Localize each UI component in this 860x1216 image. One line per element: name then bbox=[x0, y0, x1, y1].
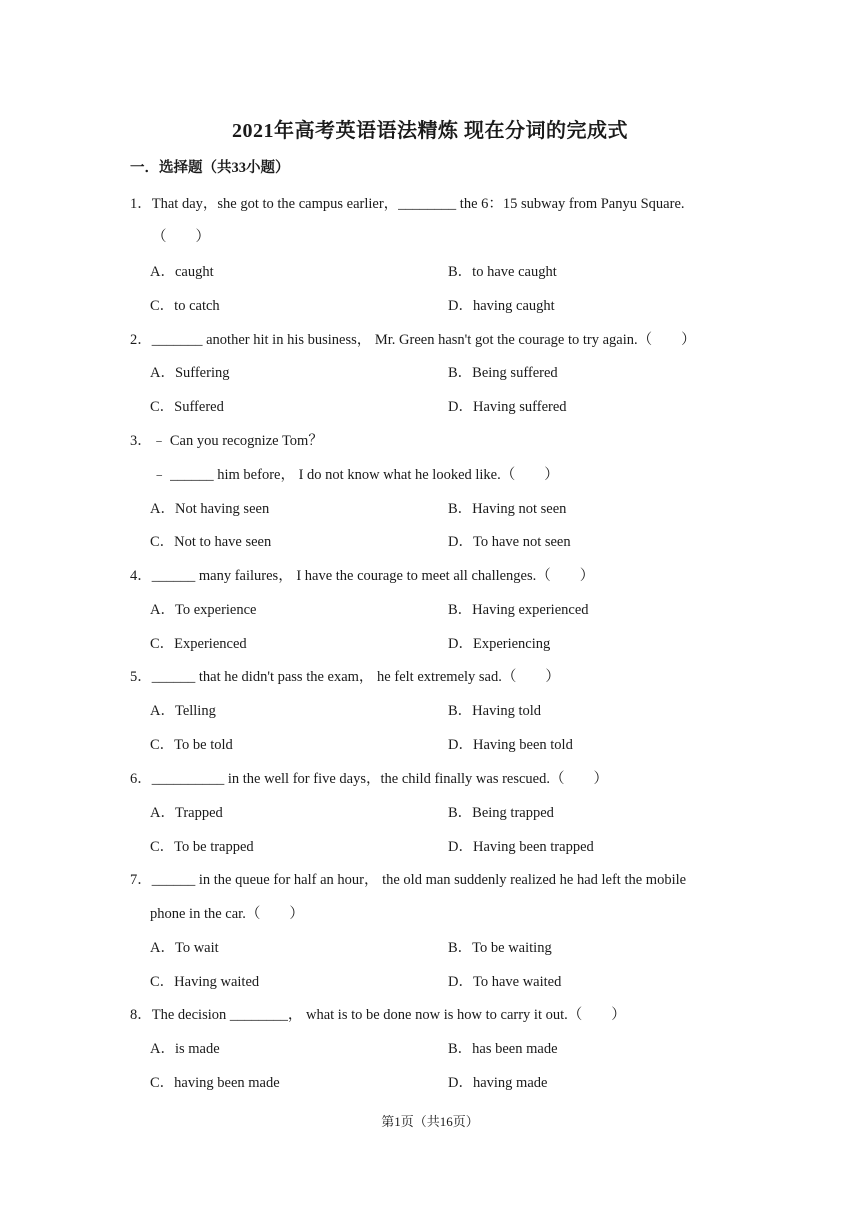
question-8-stem: 8．The decision ________， what is to be done now is how to carry it out.（ ） bbox=[130, 1007, 626, 1023]
question-5-stem: 5．______ that he didn't pass the exam， he felt extremely sad.（ ） bbox=[130, 669, 560, 685]
question-1-stem: 1．That day，she got to the campus earlier，________ the 6：15 subway from Panyu Square. bbox=[130, 196, 685, 212]
question-5-option-d: D．Having been told bbox=[448, 737, 573, 753]
question-3-stem-line-2: ﹣ ______ him before， I do not know what he looked like.（ ） bbox=[152, 467, 559, 483]
question-2-option-b: B．Being suffered bbox=[448, 365, 558, 381]
question-4-option-d: D．Experiencing bbox=[448, 636, 551, 652]
question-5-option-b: B．Having told bbox=[448, 703, 542, 719]
question-8-option-d: D．having made bbox=[448, 1075, 548, 1091]
question-6-option-b: B．Being trapped bbox=[448, 805, 554, 821]
question-5-option-c: C．To be told bbox=[150, 737, 233, 753]
question-6-option-d: D．Having been trapped bbox=[448, 839, 594, 855]
question-2-stem: 2．_______ another hit in his business， Mr. Green hasn't got the courage to try again.（ ） bbox=[130, 332, 696, 348]
question-7-option-b: B．To be waiting bbox=[448, 940, 552, 956]
document-title: 2021年高考英语语法精炼 现在分词的完成式 bbox=[232, 120, 628, 142]
section-heading: 一．选择题（共33小题） bbox=[130, 160, 290, 176]
question-4-option-b: B．Having experienced bbox=[448, 602, 589, 618]
question-1-answer-blank: （ ） bbox=[152, 229, 210, 245]
question-2-option-a: A．Suffering bbox=[150, 365, 230, 381]
question-3-option-c: C．Not to have seen bbox=[150, 534, 272, 550]
question-1-option-d: D．having caught bbox=[448, 298, 555, 314]
question-8-option-c: C．having been made bbox=[150, 1075, 280, 1091]
question-4-option-c: C．Experienced bbox=[150, 636, 247, 652]
question-7-option-a: A．To wait bbox=[150, 940, 219, 956]
question-4-option-a: A．To experience bbox=[150, 602, 257, 618]
question-6-option-a: A．Trapped bbox=[150, 805, 223, 821]
question-1-option-c: C．to catch bbox=[150, 298, 220, 314]
question-3-option-a: A．Not having seen bbox=[150, 501, 270, 517]
question-2-option-d: D．Having suffered bbox=[448, 399, 567, 415]
question-3-option-b: B．Having not seen bbox=[448, 501, 567, 517]
question-4-stem: 4．______ many failures， I have the courage to meet all challenges.（ ） bbox=[130, 568, 595, 584]
page-footer: 第1页（共16页） bbox=[381, 1114, 479, 1129]
question-7-stem: 7．______ in the queue for half an hour， the old man suddenly realized he had left the mobile bbox=[130, 872, 687, 888]
question-8-option-a: A．is made bbox=[150, 1041, 220, 1057]
question-3-option-d: D．To have not seen bbox=[448, 534, 571, 550]
question-5-option-a: A．Telling bbox=[150, 703, 216, 719]
question-1-option-a: A．caught bbox=[150, 264, 214, 280]
question-7-stem-line-2: phone in the car.（ ） bbox=[150, 906, 304, 922]
question-6-option-c: C．To be trapped bbox=[150, 839, 254, 855]
question-7-option-c: C．Having waited bbox=[150, 974, 260, 990]
question-6-stem: 6．__________ in the well for five days，the child finally was rescued.（ ） bbox=[130, 771, 608, 787]
question-3-stem: 3．﹣ Can you recognize Tom？ bbox=[130, 433, 323, 449]
question-1-option-b: B．to have caught bbox=[448, 264, 557, 280]
question-8-option-b: B．has been made bbox=[448, 1041, 558, 1057]
question-2-option-c: C．Suffered bbox=[150, 399, 224, 415]
question-7-option-d: D．To have waited bbox=[448, 974, 562, 990]
